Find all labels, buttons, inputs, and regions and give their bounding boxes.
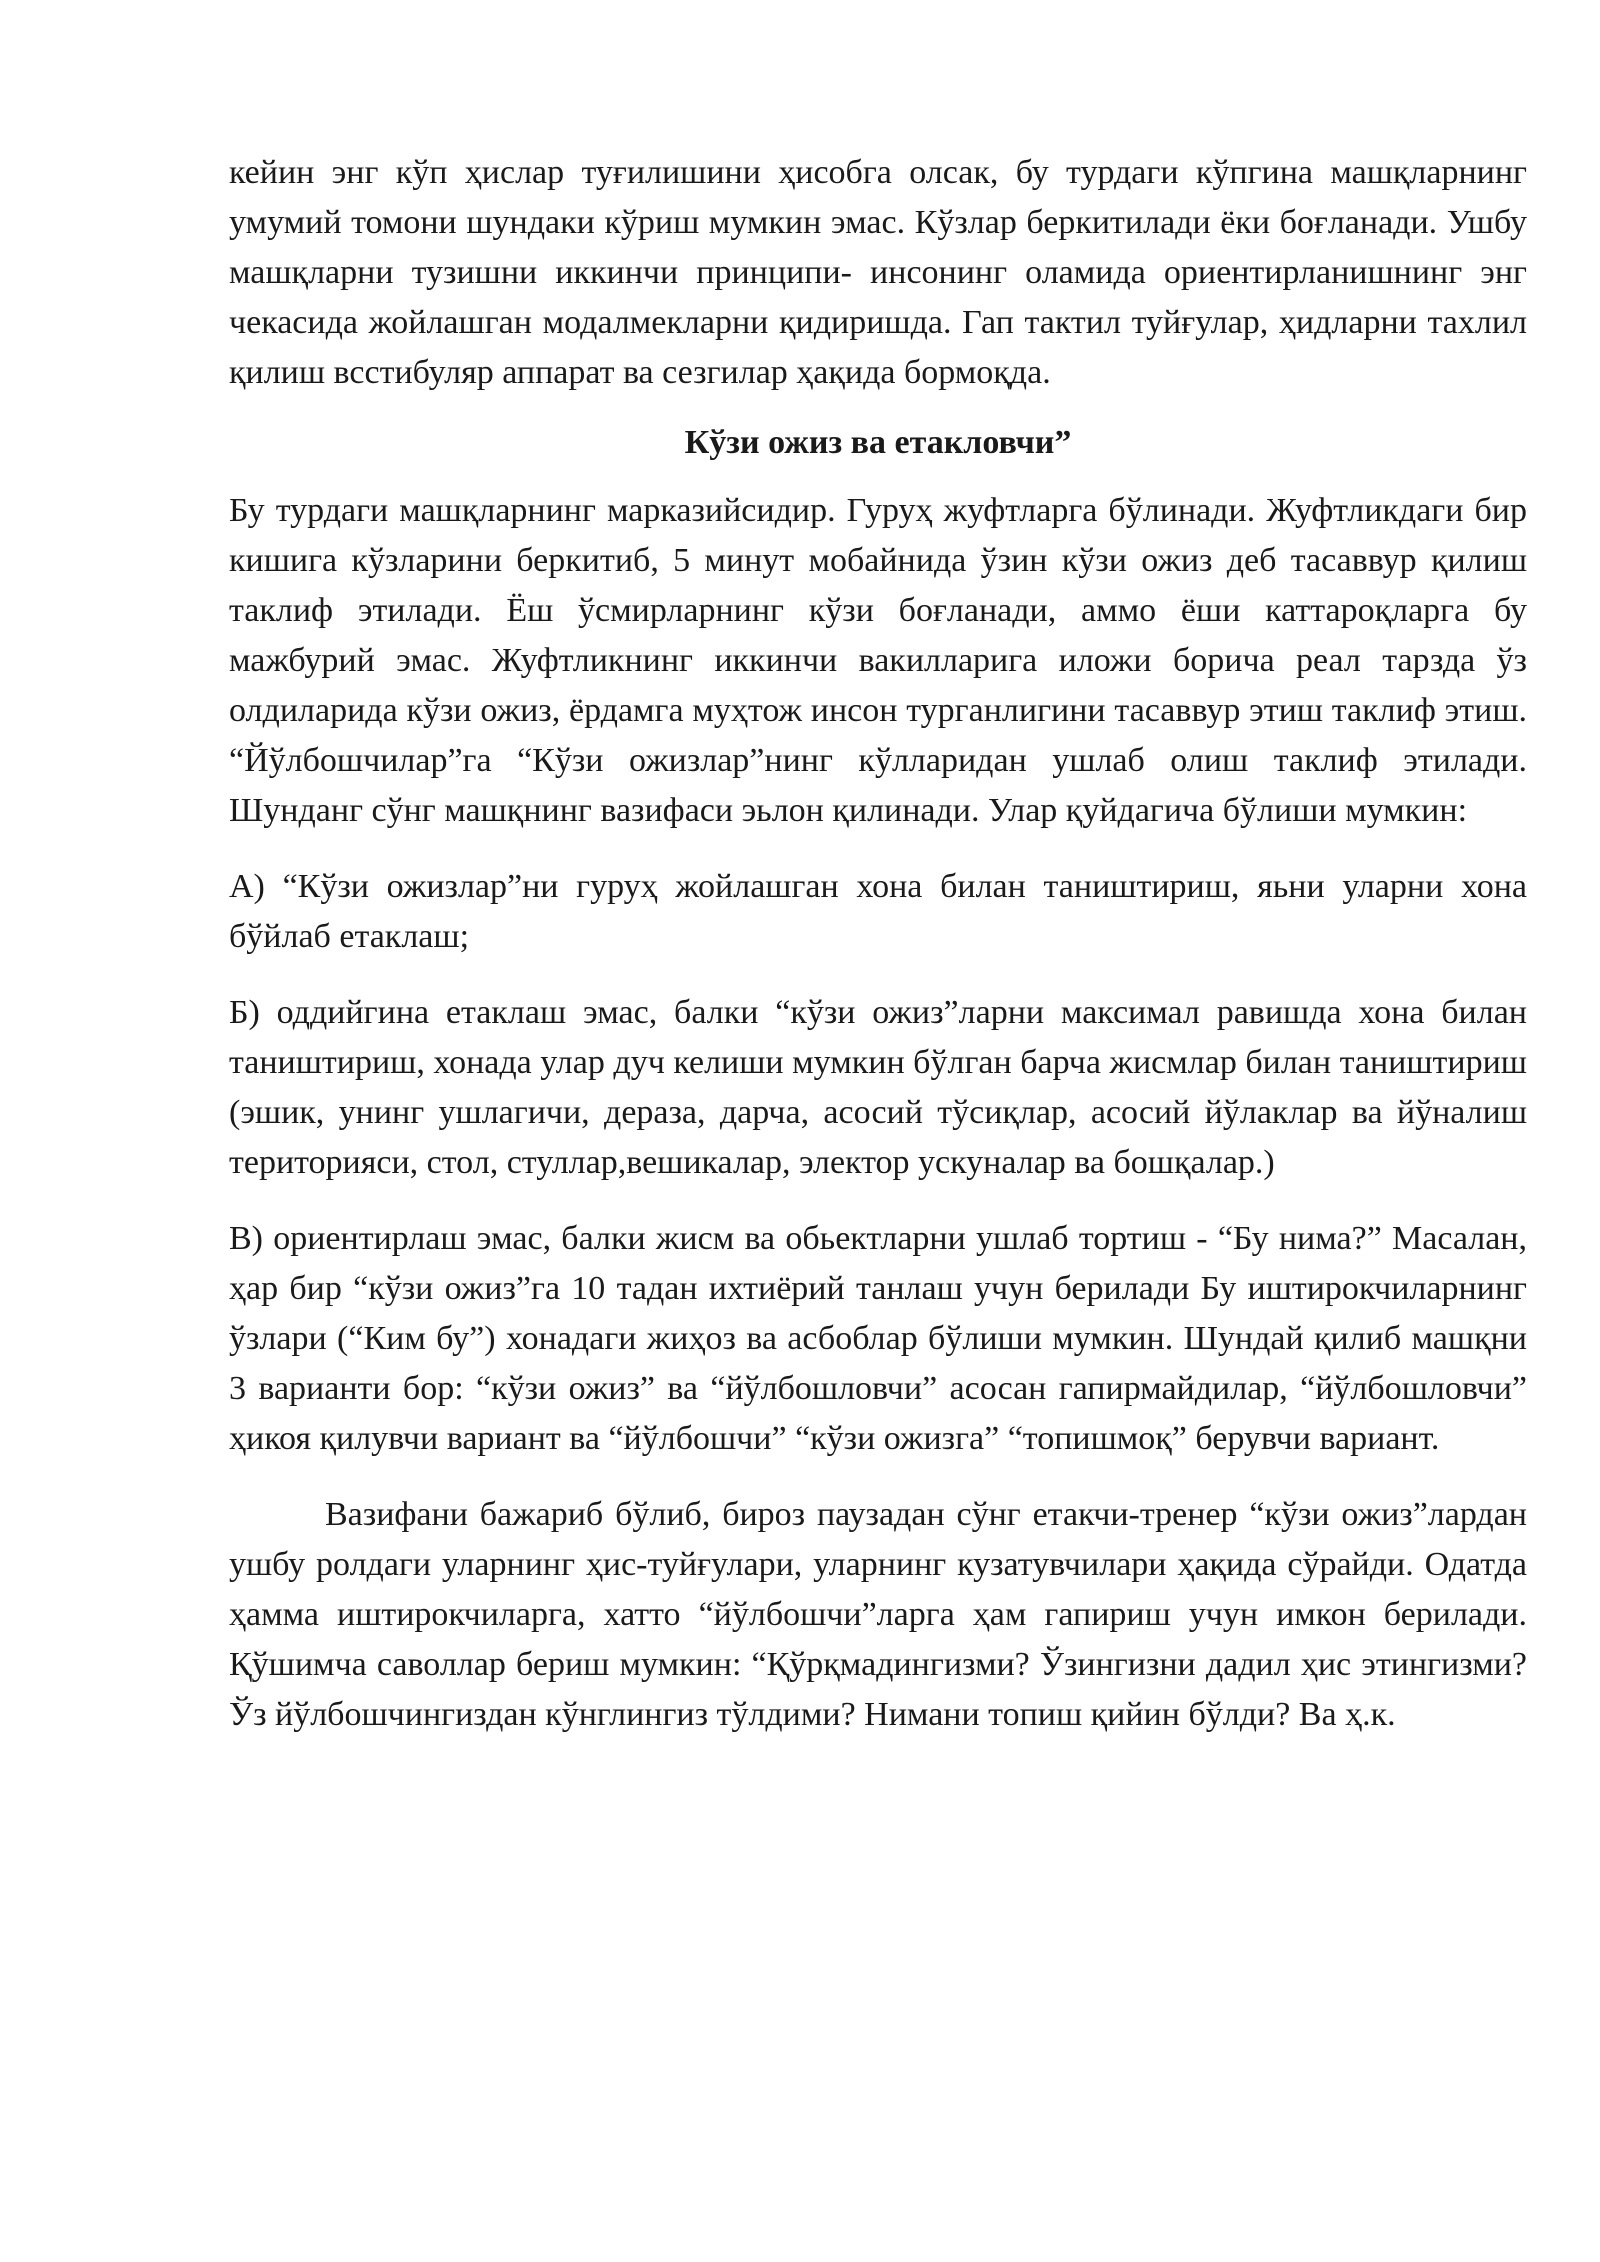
paragraph-exercise-description: Бу турдаги машқларнинг марказийсидир. Гуруҳ жуфтларга бўлинади. Жуфтликдаги бир кишига кўзларини беркитиб, 5 минут мобайнида ўзин кўзи ожиз деб тасаввур қилиш таклиф этилади. Ёш ўсмирларнинг кўзи боғланади, аммо ёши каттароқларга бу мажбурий эмас. Жуфтликнинг иккинчи вакилларига иложи борича реал тарзда ўз олдиларида кўзи ожиз, ёрдамга муҳтож инсон турганлигини тасаввур этиш таклиф этиш. “Йўлбошчилар”га “Кўзи ожизлар”нинг кўлларидан ушлаб олиш таклиф этилади. Шунданг сўнг машқнинг вазифаси эьлон қилинади. Улар қуйдагича бўлиши мумкин:	[229, 492, 1527, 829]
document-page	[229, 148, 1527, 1740]
paragraph-option-v: В) ориентирлаш эмас, балки жисм ва обьектларни ушлаб тортиш - “Бу нима?” Масалан, ҳар бир “кўзи ожиз”га 10 тадан ихтиёрий танлаш учун берилади Бу иштирокчиларнинг ўзлари (“Ким бу”) хонадаги жиҳоз ва асбоблар бўлиши мумкин. Шундай қилиб машқни 3 варианти бор: “кўзи ожиз” ва “йўлбошловчи” асосан гапирмайдилар, “йўлбошловчи” ҳикоя қилувчи вариант ва “йўлбошчи” “кўзи ожизга” “топишмоқ” берувчи вариант.	[229, 1220, 1527, 1457]
section-heading: Кўзи ожиз ва етакловчи”	[684, 424, 1072, 461]
paragraph-option-a: А) “Кўзи ожизлар”ни гуруҳ жойлашган хона билан таништириш, яьни уларни хона бўйлаб етаклаш;	[229, 868, 1527, 955]
paragraph-discussion: Вазифани бажариб бўлиб, бироз паузадан сўнг етакчи-тренер “кўзи ожиз”лардан ушбу ролдаги уларнинг ҳис-туйғулари, уларнинг кузатувчилари ҳақида сўрайди. Одатда ҳамма иштирокчиларга, хатто “йўлбошчи”ларга ҳам гапириш учун имкон берилади. Қўшимча саволлар бериш мумкин: “Қўрқмадингизми? Ўзингизни дадил ҳис этингизми? Ўз йўлбошчингиздан кўнглингиз тўлдими? Нимани топиш қийин бўлди? Ва ҳ.к.	[229, 1496, 1527, 1733]
intro-paragraph: кейин энг кўп ҳислар туғилишини ҳисобга олсак, бу турдаги кўпгина машқларнинг умумий томони шундаки кўриш мумкин эмас. Кўзлар беркитилади ёки боғланади. Ушбу машқларни тузишни иккинчи принципи- инсонинг оламида ориентирланишнинг энг чекасида жойлашган модалмекларни қидиришда. Гап тактил туйғулар, ҳидларни тахлил қилиш всстибуляр аппарат ва сезгилар ҳақида бормоқда.	[229, 154, 1527, 391]
paragraph-option-b: Б) оддийгина етаклаш эмас, балки “кўзи ожиз”ларни максимал равишда хона билан таништириш, хонада улар дуч келиши мумкин бўлган барча жисмлар билан таништириш (эшик, унинг ушлагичи, дераза, дарча, асосий тўсиқлар, асосий йўлаклар ва йўналиш територияси, стол, стуллар,вешикалар, электор ускуналар ва бошқалар.)	[229, 994, 1527, 1181]
